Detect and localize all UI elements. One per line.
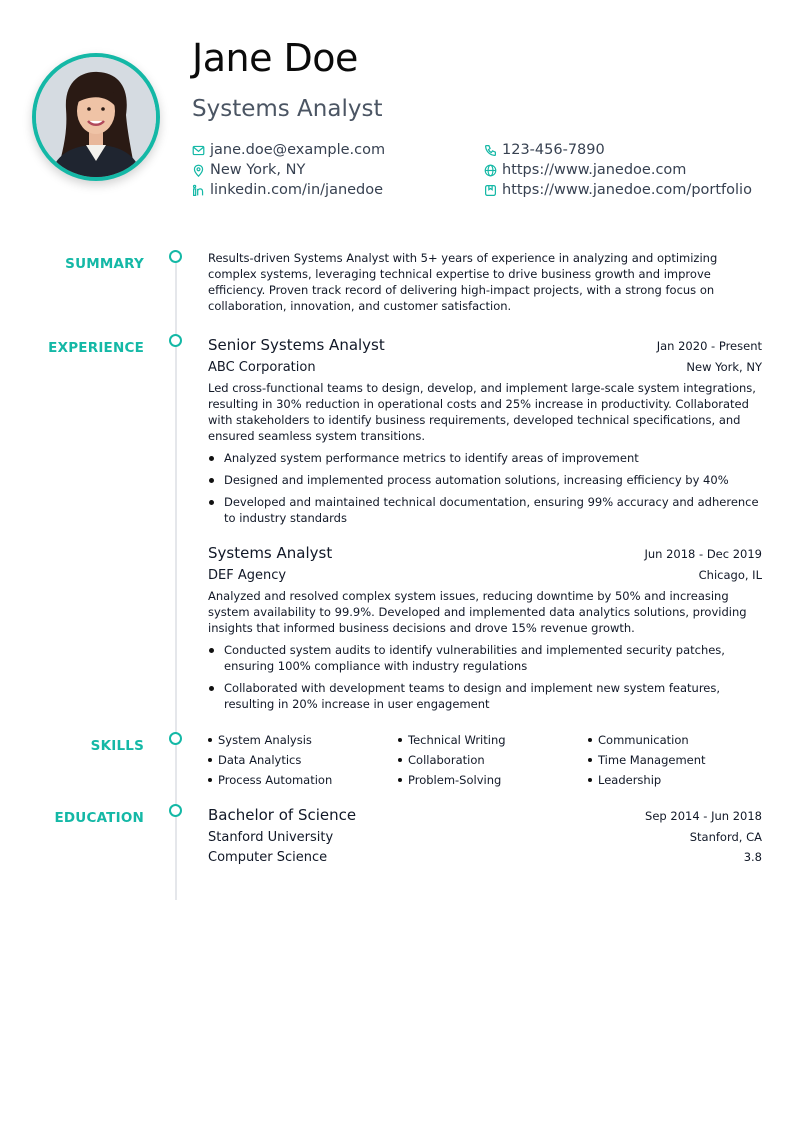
list-item: Designed and implemented process automation solutions, increasing efficiency by 40% (208, 472, 762, 488)
skill-item: Technical Writing (398, 732, 588, 748)
summary-section (208, 250, 762, 314)
section-title-experience: EXPERIENCE (48, 340, 144, 356)
contact-email-text: jane.doe@example.com (210, 142, 386, 158)
education-gpa: 3.8 (743, 850, 762, 864)
job-location: Chicago, IL (698, 568, 762, 582)
profile-photo (32, 53, 160, 181)
timeline-dot-experience (169, 334, 182, 347)
education-dates: Sep 2014 - Jun 2018 (645, 809, 762, 823)
job-bullets (208, 642, 762, 712)
education-school: Stanford University (208, 830, 334, 845)
contact-location (192, 162, 305, 178)
skill-item: Communication (588, 732, 762, 748)
mail-icon (192, 144, 205, 157)
contact-website-text: https://www.janedoe.com (502, 162, 687, 178)
job-company: ABC Corporation (208, 360, 316, 375)
candidate-name: Jane Doe (192, 36, 358, 80)
contact-phone-text: 123-456-7890 (502, 142, 605, 158)
job-entry (208, 544, 762, 712)
summary-text: Results-driven Systems Analyst with 5+ years of experience in analyzing and optimizing complex systems, leveraging technical expertise to drive business growth and improve efficiency. Proven track record of delivering high-impact projects, with a strong focus on collaboration, innovation, and customer satisfaction. (208, 251, 718, 313)
candidate-title: Systems Analyst (192, 96, 383, 122)
skill-item: System Analysis (208, 732, 398, 748)
section-title-education: EDUCATION (54, 810, 144, 826)
job-description: Led cross-functional teams to design, develop, and implement large-scale system integrations, resulting in 30% reduction in operational costs and 25% increase in productivity. Collaborated with stakeholders to identify business requirements, developed technical specifications, and ensured seamless system transitions. (208, 381, 756, 443)
list-item: Conducted system audits to identify vulnerabilities and implemented security patches, ensuring 100% compliance with industry regulations (208, 642, 762, 674)
timeline-dot-summary (169, 250, 182, 263)
job-title: Senior Systems Analyst (208, 336, 385, 354)
education-location: Stanford, CA (689, 830, 762, 844)
education-section (208, 806, 762, 865)
contact-phone[interactable] (484, 142, 605, 158)
section-title-summary: SUMMARY (65, 256, 144, 272)
contact-location-text: New York, NY (210, 162, 306, 178)
job-location: New York, NY (686, 360, 762, 374)
education-degree: Bachelor of Science (208, 806, 357, 824)
section-title-skills: SKILLS (90, 738, 144, 754)
skill-item: Collaboration (398, 752, 588, 768)
skill-item: Data Analytics (208, 752, 398, 768)
contact-website[interactable] (484, 162, 686, 178)
skills-section (208, 732, 762, 788)
job-description: Analyzed and resolved complex system issues, reducing downtime by 50% and increasing system availability to 99.9%. Developed and implemented data analytics solutions, providing insights that informed business decisions and drove 15% revenue growth. (208, 589, 747, 635)
job-company: DEF Agency (208, 568, 287, 583)
list-item: Collaborated with development teams to design and implement new system features, resulting in 20% increase in user engagement (208, 680, 762, 712)
experience-section (208, 336, 762, 712)
portfolio-icon (484, 184, 497, 197)
skills-grid (208, 732, 762, 788)
contact-portfolio[interactable] (484, 182, 752, 198)
phone-icon (484, 144, 497, 157)
contact-email[interactable] (192, 142, 385, 158)
linkedin-icon (192, 184, 205, 197)
job-dates: Jun 2018 - Dec 2019 (644, 547, 762, 561)
list-item: Developed and maintained technical documentation, ensuring 99% accuracy and adherence to industry standards (208, 494, 762, 526)
job-title: Systems Analyst (208, 544, 333, 562)
job-dates: Jan 2020 - Present (656, 339, 762, 353)
list-item: Analyzed system performance metrics to identify areas of improvement (208, 450, 762, 466)
skill-item: Leadership (588, 772, 762, 788)
education-field: Computer Science (208, 850, 328, 865)
profile-photo-illustration (36, 57, 156, 177)
timeline-dot-education (169, 804, 182, 817)
contact-linkedin[interactable] (192, 182, 383, 198)
contact-portfolio-text: https://www.janedoe.com/portfolio (502, 182, 752, 198)
skill-item: Time Management (588, 752, 762, 768)
timeline-dot-skills (169, 732, 182, 745)
map-pin-icon (192, 164, 205, 177)
globe-icon (484, 164, 497, 177)
contact-linkedin-text: linkedin.com/in/janedoe (210, 182, 384, 198)
skill-item: Problem-Solving (398, 772, 588, 788)
skill-item: Process Automation (208, 772, 398, 788)
job-entry (208, 336, 762, 526)
job-bullets (208, 450, 762, 526)
